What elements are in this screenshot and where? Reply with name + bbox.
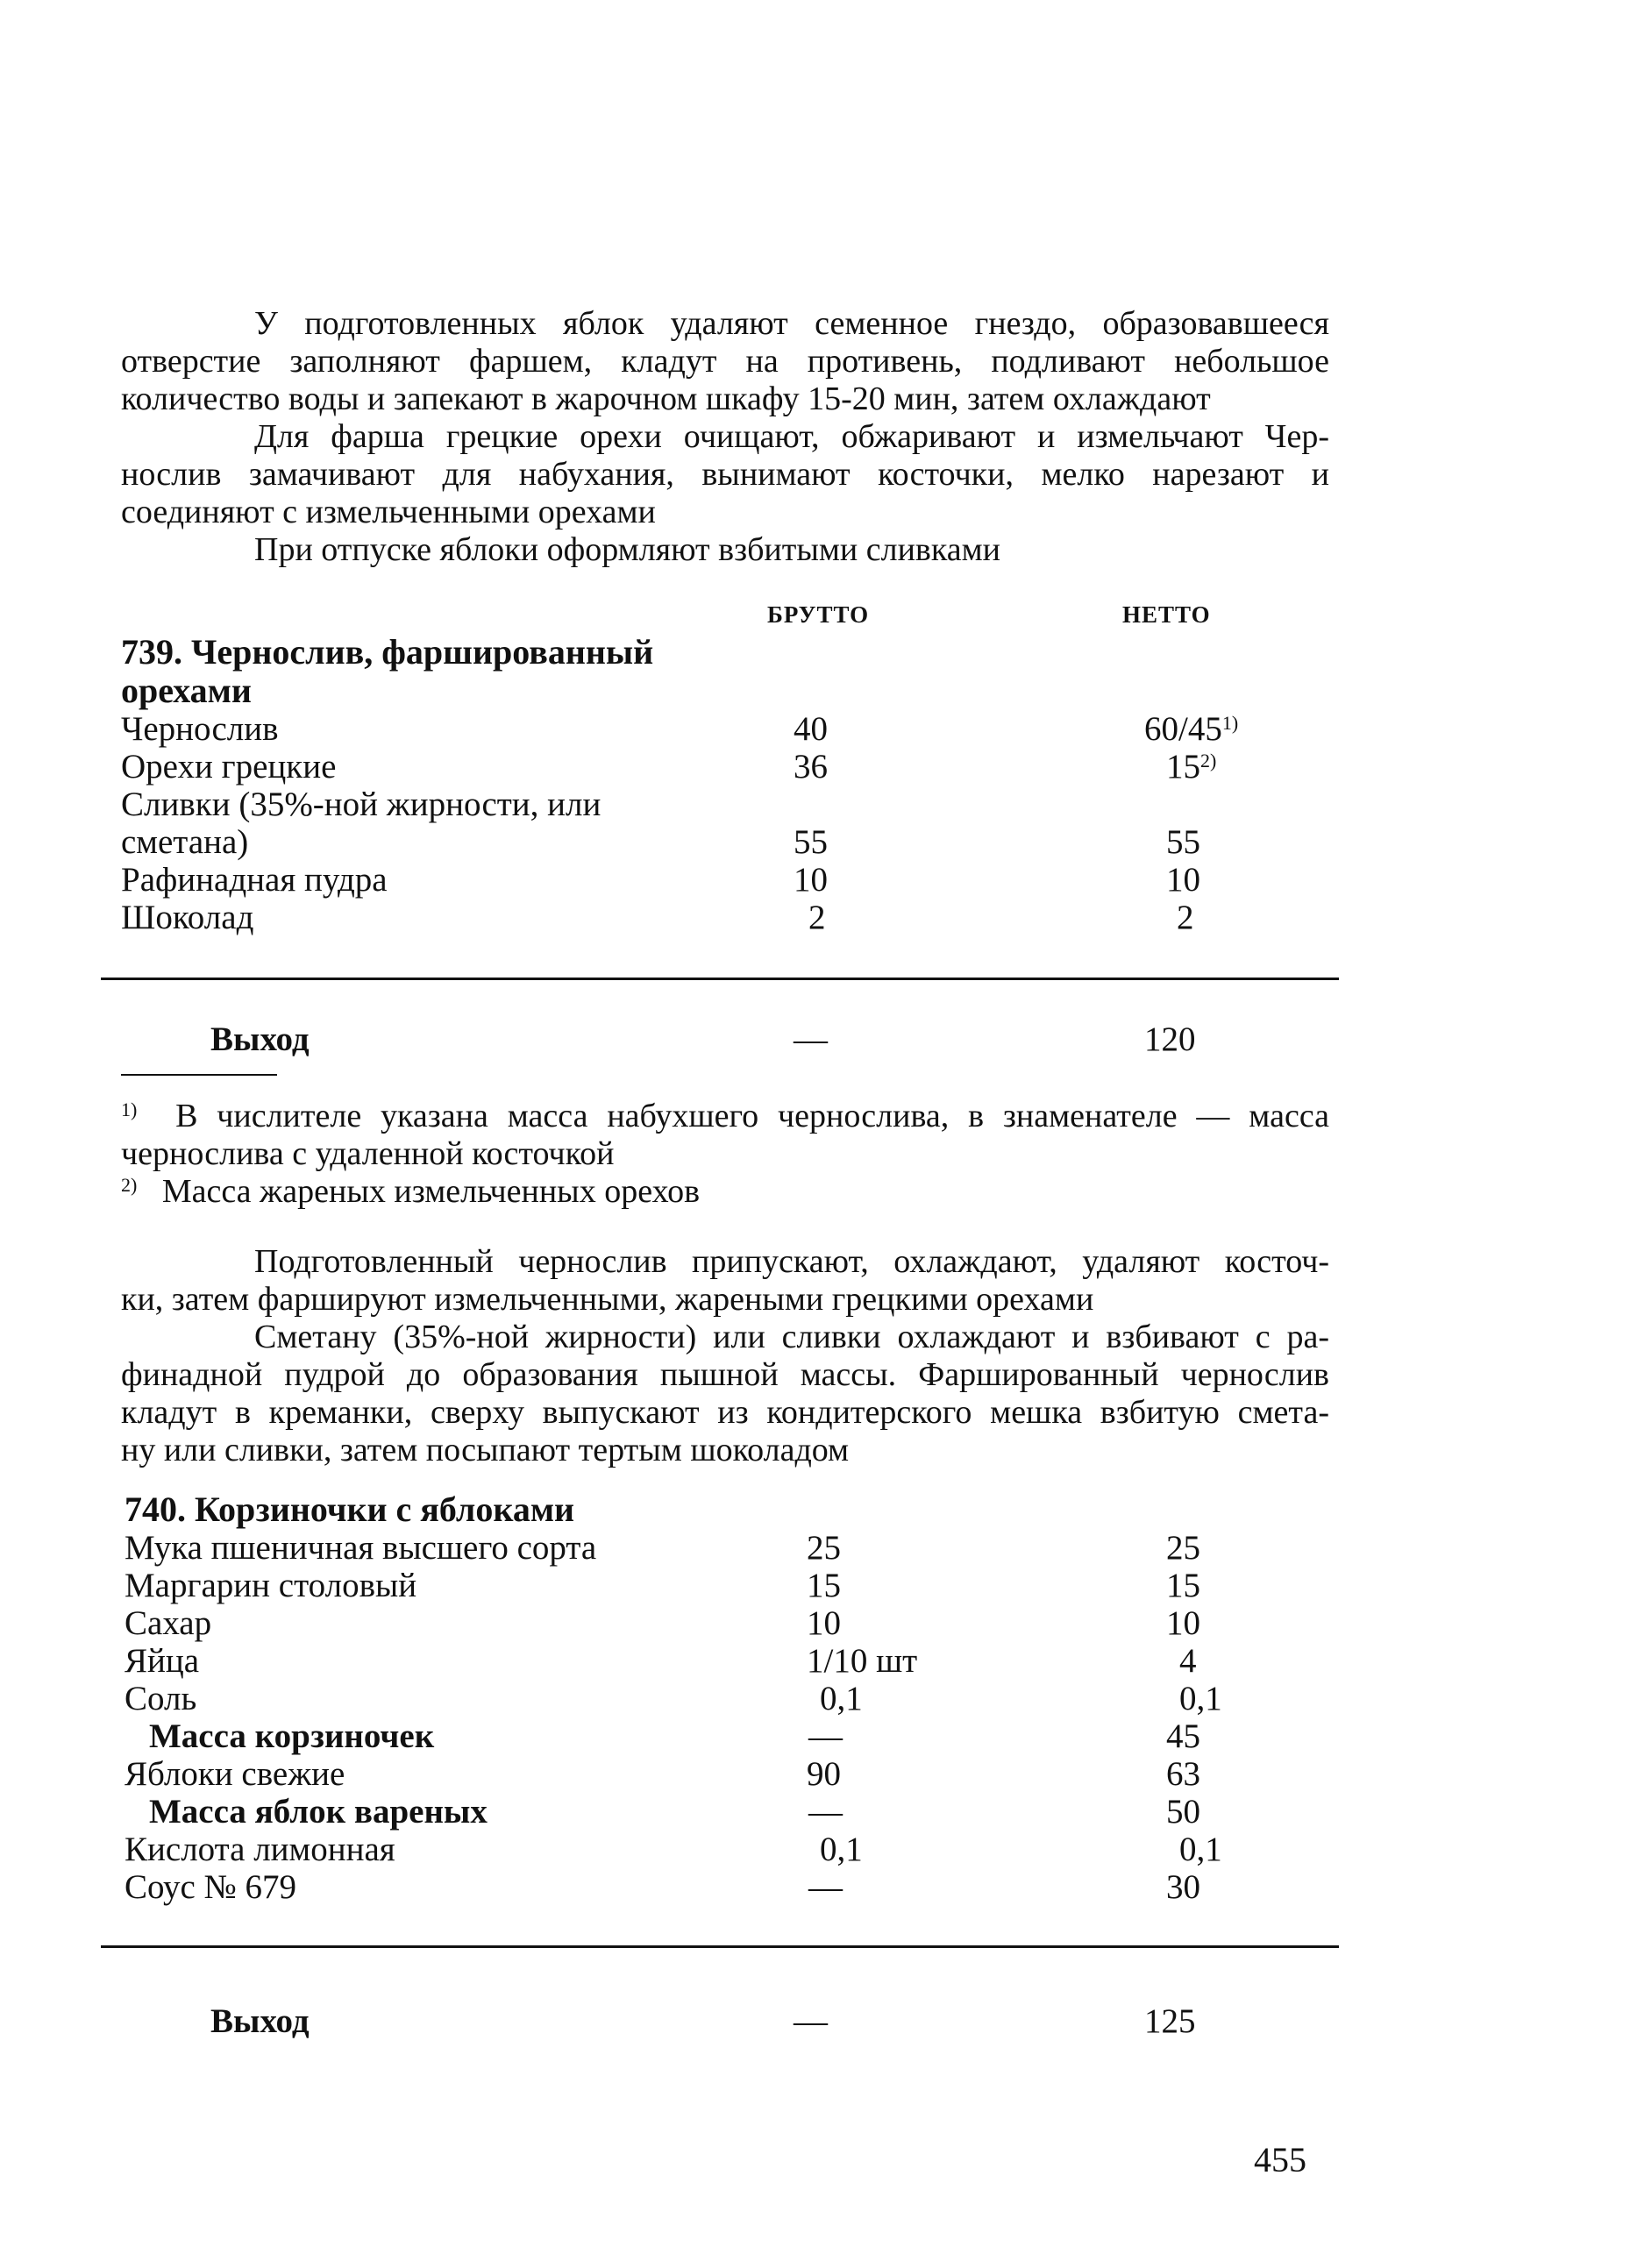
ingredient-name: Орехи грецкие xyxy=(121,748,337,786)
yield-label: Выход xyxy=(210,1020,310,1058)
recipe-740-title: 740. Корзиночки с яблоками xyxy=(125,1489,575,1529)
ingredient-name: Яблоки свежие xyxy=(125,1755,345,1793)
intro-paragraph-2 xyxy=(121,418,1329,531)
yield-brutto: — xyxy=(794,1020,828,1058)
ingredient-name: Яйца xyxy=(125,1642,200,1680)
ingredient-brutto: — xyxy=(808,1793,843,1831)
ingredient-netto: 0,1 xyxy=(1179,1831,1222,1868)
text-line: отверстие заполняют фаршем, кладут на противень, подливают небольшое xyxy=(121,343,1329,380)
yield-brutto: — xyxy=(794,2002,828,2040)
footnote-1 xyxy=(121,1098,1329,1135)
ingredient-netto: 10 xyxy=(1166,1604,1200,1642)
ingredient-brutto: 1/10 шт xyxy=(807,1642,918,1680)
ingredient-name: Соус № 679 xyxy=(125,1868,297,1906)
ingredient-brutto: 2 xyxy=(808,899,826,936)
yield-netto: 120 xyxy=(1144,1020,1196,1058)
ingredient-netto xyxy=(1144,710,1238,748)
table-rule xyxy=(101,1945,1339,1948)
ingredient-brutto: 25 xyxy=(807,1529,841,1567)
ingredient-name: Соль xyxy=(125,1680,197,1717)
ingredient-name: Сливки (35%-ной жирности, или xyxy=(121,786,601,823)
method-739-paragraph-1 xyxy=(121,1243,1329,1319)
ingredient-name: Мука пшеничная высшего сорта xyxy=(125,1529,597,1567)
intro-paragraph-3 xyxy=(121,531,1329,569)
yield-netto: 125 xyxy=(1144,2002,1196,2040)
ingredient-netto: 4 xyxy=(1179,1642,1197,1680)
page-number: 455 xyxy=(1254,2140,1306,2179)
table-rule xyxy=(101,978,1339,980)
ingredient-brutto: 55 xyxy=(794,823,828,861)
footnote-marker: 2) xyxy=(121,1174,138,1196)
ingredient-brutto: 0,1 xyxy=(820,1831,863,1868)
ingredient-brutto: 0,1 xyxy=(820,1680,863,1717)
ingredient-netto: 55 xyxy=(1166,823,1200,861)
footnote-marker: 2) xyxy=(1200,750,1217,771)
recipe-739-title-line-1: 739. Чернослив, фаршированный xyxy=(121,632,654,672)
text-line: Для фарша грецкие орехи очищают, обжаривают и измельчают Чер- xyxy=(254,418,1329,455)
footnote-marker: 1) xyxy=(1221,712,1239,734)
intro-paragraph-1 xyxy=(121,305,1329,418)
ingredient-name: Маргарин столовый xyxy=(125,1567,417,1604)
ingredient-brutto: 15 xyxy=(807,1567,841,1604)
ingredient-name: Сахар xyxy=(125,1604,212,1642)
footnote-text: В числителе указана масса набухшего чернослива, в знаменателе — масса xyxy=(175,1098,1330,1134)
column-header-netto: НЕТТО xyxy=(1122,601,1211,628)
text-line: нослив замачивают для набухания, вынимают косточки, мелко нарезают и xyxy=(121,456,1329,493)
text-line: Подготовленный чернослив припускают, охлаждают, удаляют косточ- xyxy=(254,1243,1329,1280)
text-line: количество воды и запекают в жарочном шкафу 15-20 мин, затем охлаждают xyxy=(121,380,1211,417)
text-line: Сметану (35%-ной жирности) или сливки охлаждают и взбивают с ра- xyxy=(254,1319,1329,1355)
ingredient-netto: 30 xyxy=(1166,1868,1200,1906)
text-line: соединяют с измельченными орехами xyxy=(121,494,656,530)
netto-value: 15 xyxy=(1166,748,1200,786)
text-line: финадной пудрой до образования пышной массы. Фаршированный чернослив xyxy=(121,1356,1329,1393)
ingredient-name: Масса корзиночек xyxy=(149,1717,435,1755)
text-line: При отпуске яблоки оформляют взбитыми сливками xyxy=(254,531,1001,568)
footnote-2 xyxy=(121,1173,700,1211)
ingredient-netto: 63 xyxy=(1166,1755,1200,1793)
ingredient-brutto: 90 xyxy=(807,1755,841,1793)
ingredient-name: сметана) xyxy=(121,823,249,861)
text-line: У подготовленных яблок удаляют семенное гнездо, образовавшееся xyxy=(254,305,1329,342)
ingredient-name: Рафинадная пудра xyxy=(121,861,388,899)
ingredient-netto: 0,1 xyxy=(1179,1680,1222,1717)
ingredient-name: Чернослив xyxy=(121,710,279,748)
text-line: кладут в креманки, сверху выпускают из кондитерского мешка взбитую смета- xyxy=(121,1394,1329,1431)
method-739-paragraph-2 xyxy=(121,1319,1329,1469)
ingredient-name: Масса яблок вареных xyxy=(149,1793,488,1831)
ingredient-netto xyxy=(1166,748,1216,786)
footnote-1-line-2: чернослива с удаленной косточкой xyxy=(121,1135,615,1172)
ingredient-brutto: 36 xyxy=(794,748,828,786)
footnote-rule xyxy=(121,1074,277,1076)
text-line: ки, затем фаршируют измельченными, жареными грецкими орехами xyxy=(121,1281,1094,1318)
footnote-marker: 1) xyxy=(121,1098,138,1120)
ingredient-netto: 2 xyxy=(1177,899,1194,936)
ingredient-name: Шоколад xyxy=(121,899,254,936)
ingredient-brutto: 10 xyxy=(794,861,828,899)
column-header-brutto: БРУТТО xyxy=(767,601,870,628)
ingredient-netto: 10 xyxy=(1166,861,1200,899)
ingredient-brutto: 40 xyxy=(794,710,828,748)
ingredient-brutto: — xyxy=(808,1717,843,1755)
ingredient-brutto: 10 xyxy=(807,1604,841,1642)
yield-label: Выход xyxy=(210,2002,310,2040)
ingredient-netto: 25 xyxy=(1166,1529,1200,1567)
text-line: ну или сливки, затем посыпают тертым шоколадом xyxy=(121,1432,850,1468)
footnote-text: Масса жареных измельченных орехов xyxy=(161,1173,701,1210)
netto-value: 60/45 xyxy=(1144,710,1222,748)
ingredient-netto: 50 xyxy=(1166,1793,1200,1831)
footnote-1-line-1 xyxy=(121,1098,1329,1135)
ingredient-brutto: — xyxy=(808,1868,843,1906)
ingredient-name: Кислота лимонная xyxy=(125,1831,395,1868)
ingredient-netto: 15 xyxy=(1166,1567,1200,1604)
recipe-739-title-line-2: орехами xyxy=(121,671,252,710)
ingredient-netto: 45 xyxy=(1166,1717,1200,1755)
